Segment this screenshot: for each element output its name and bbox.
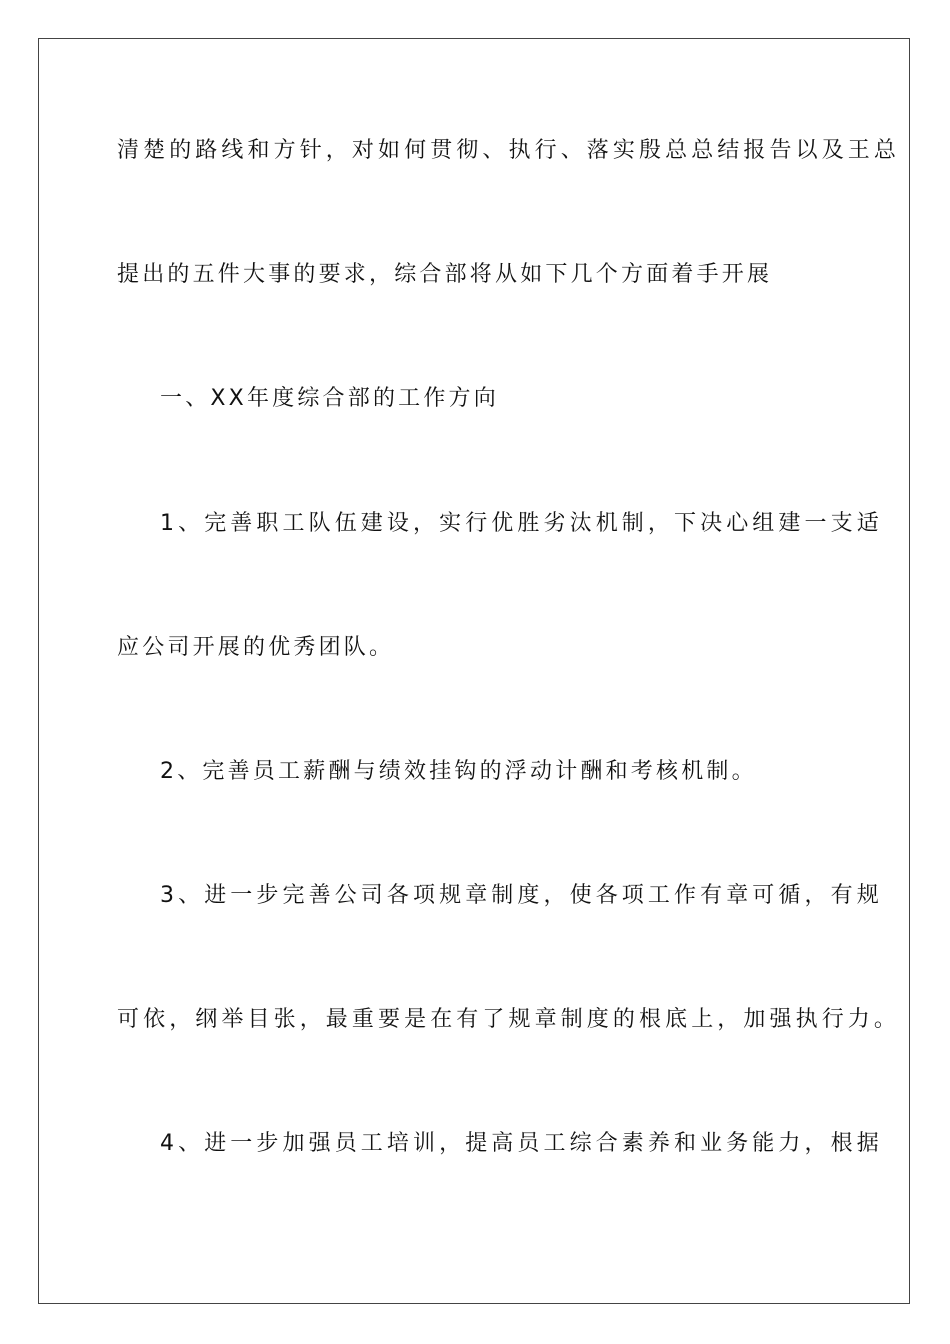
text-line-item-3-cont: 可依，纲举目张，最重要是在有了规章制度的根底上，加强执行力。 bbox=[117, 1007, 901, 1032]
text-line-item-4: 4、进一步加强员工培训，提高员工综合素养和业务能力，根据 bbox=[160, 1131, 883, 1156]
text-line-item-1: 1、完善职工队伍建设，实行优胜劣汰机制，下决心组建一支适 bbox=[160, 511, 883, 536]
text-line-item-1-cont: 应公司开展的优秀团队。 bbox=[117, 635, 395, 660]
section-heading: 一、XX年度综合部的工作方向 bbox=[160, 386, 499, 411]
text-line-item-2: 2、完善员工薪酬与绩效挂钩的浮动计酬和考核机制。 bbox=[160, 759, 757, 784]
page-frame bbox=[38, 38, 910, 1304]
text-line-2: 提出的五件大事的要求，综合部将从如下几个方面着手开展 bbox=[117, 262, 773, 287]
text-line-item-3: 3、进一步完善公司各项规章制度，使各项工作有章可循，有规 bbox=[160, 883, 883, 908]
text-line-1: 清楚的路线和方针，对如何贯彻、执行、落实殷总总结报告以及王总 bbox=[117, 138, 901, 163]
